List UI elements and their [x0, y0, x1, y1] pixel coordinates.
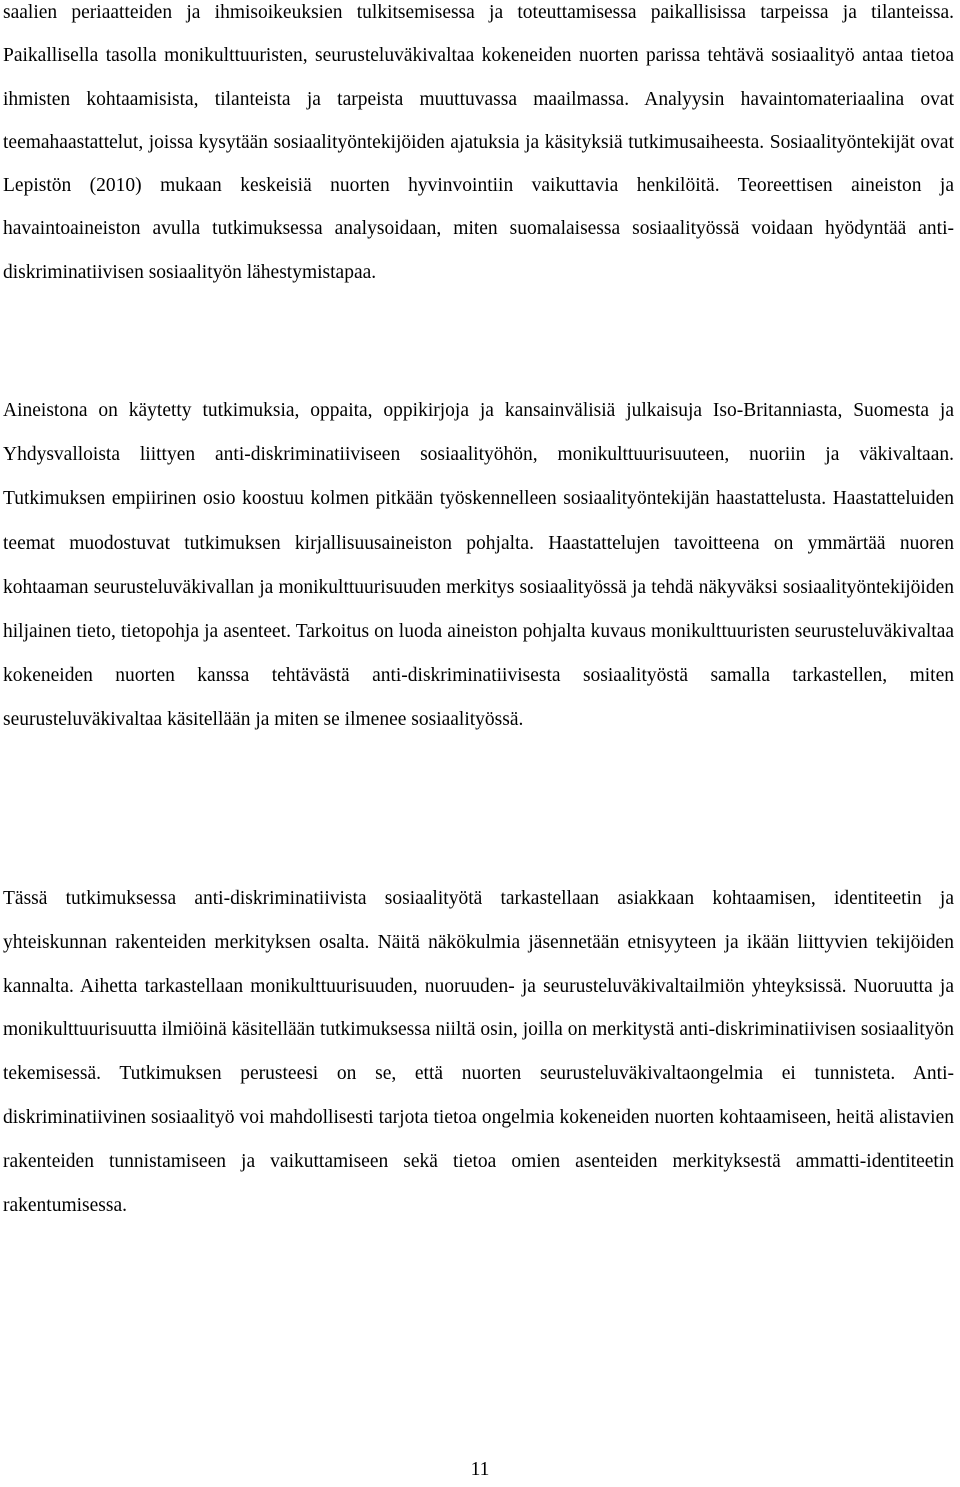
body-paragraph-3: Tässä tutkimuksessa anti-diskriminatiivista sosiaalityötä tarkastellaan asiakkaan kohtaamisen, identiteetin ja yhteiskunnan rakenteiden merkityksen osalta. Näitä näkökulmia jäsennetään etnisyyteen ja ikään liittyvien tekijöiden kannalta. Aihetta tarkastellaan monikulttuurisuuden, nuoruuden- ja seurusteluväkivaltailmiön yhteyksissä. Nuoruutta ja monikulttuurisuutta ilmiöinä käsitellään tutkimuksessa niiltä osin, joilla on merkitystä anti-diskriminatiivisen sosiaalityön tekemisessä. Tutkimuksen perusteesi on se, että nuorten seurusteluväkivaltaongelmia ei tunnisteta. Anti-diskriminatiivinen sosiaalityö voi mahdollisesti tarjota tietoa ongelmia kokeneiden nuorten kohtaamiseen, heitä alistavien rakenteiden tunnistamiseen ja vaikuttamiseen sekä tietoa omien asenteiden merkityksestä ammatti-identiteetin rakentumisessa. — [3, 888, 954, 1216]
page-number: 11 — [470, 1459, 490, 1480]
body-paragraph-1: saalien periaatteiden ja ihmisoikeuksien tulkitsemisessa ja toteuttamisessa paikallisissa tarpeissa ja tilanteissa. Paikallisella tasolla monikulttuuristen, seurusteluväkivaltaa kokeneiden nuorten parissa tehtävä sosiaalityö antaa tietoa ihmisten kohtaamisista, tilanteista ja tarpeista muuttuvassa maailmassa. Analyysin havaintomateriaalina ovat teemahaastattelut, joissa kysytään sosiaalityöntekijöiden ajatuksia ja käsityksiä tutkimusaiheesta. Sosiaalityöntekijät ovat Lepistön (2010) mukaan keskeisiä nuorten hyvinvointiin vaikuttavia henkilöitä. Teoreettisen aineiston ja havaintoaineiston avulla tutkimuksessa analysoidaan, miten suomalaisessa sosiaalityössä voidaan hyödyntää anti-diskriminatiivisen sosiaalityön lähestymistapaa. — [3, 2, 954, 283]
body-paragraph-2: Aineistona on käytetty tutkimuksia, oppaita, oppikirjoja ja kansainvälisiä julkaisuja Iso-Britanniasta, Suomesta ja Yhdysvalloista liittyen anti-diskriminatiiviseen sosiaalityöhön, monikulttuurisuuteen, nuoriin ja väkivaltaan. Tutkimuksen empiirinen osio koostuu kolmen pitkään työskennelleen sosiaalityöntekijän haastattelusta. Haastatteluiden teemat muodostuvat tutkimuksen kirjallisuusaineiston pohjalta. Haastattelujen tavoitteena on ymmärtää nuoren kohtaaman seurusteluväkivallan ja monikulttuurisuuden merkitys sosiaalityössä ja tehdä näkyväksi sosiaalityöntekijöiden hiljainen tieto, tietopohja ja asenteet. Tarkoitus on luoda aineiston pohjalta kuvaus monikulttuuristen seurusteluväkivaltaa kokeneiden nuorten kanssa tehtävästä anti-diskriminatiivisesta sosiaalityöstä samalla tarkastellen, miten seurusteluväkivaltaa käsitellään ja miten se ilmenee sosiaalityössä. — [3, 400, 954, 731]
